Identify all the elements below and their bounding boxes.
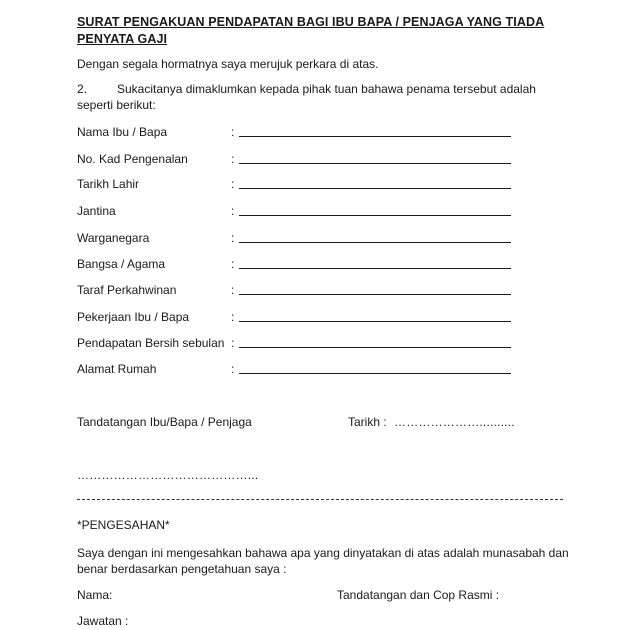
field-line-tarikh-lahir[interactable] (239, 188, 511, 189)
field-line-taraf-perkahwinan[interactable] (239, 294, 511, 295)
field-line-pendapatan[interactable] (239, 347, 511, 348)
field-line-jantina[interactable] (239, 215, 511, 216)
signature-field[interactable]: ……………………………………... (77, 468, 259, 482)
field-colon: : (231, 310, 235, 324)
field-line-ic[interactable] (239, 163, 511, 164)
paragraph-number: 2. (77, 82, 88, 96)
field-label-ic: No. Kad Pengenalan (77, 152, 188, 166)
intro-paragraph: Dengan segala hormatnya saya merujuk perkara di atas. (77, 57, 379, 71)
field-label-taraf-perkahwinan: Taraf Perkahwinan (77, 283, 177, 297)
field-colon: : (231, 283, 235, 297)
field-label-pekerjaan: Pekerjaan Ibu / Bapa (77, 310, 190, 324)
endorsement-text-line-2: benar berdasarkan pengetahuan saya : (77, 562, 287, 576)
field-label-alamat: Alamat Rumah (77, 362, 157, 376)
paragraph-text: Sukacitanya dimaklumkan kepada pihak tuan bahawa penama tersebut adalah (117, 82, 536, 96)
field-line-pekerjaan[interactable] (239, 321, 511, 322)
field-colon: : (231, 231, 235, 245)
field-colon: : (231, 204, 235, 218)
field-line-warganegara[interactable] (239, 242, 511, 243)
field-label-jantina: Jantina (77, 204, 116, 218)
date-label: Tarikh : (348, 415, 387, 429)
field-colon: : (231, 152, 235, 166)
document-title (77, 14, 544, 48)
endorsement-heading: *PENGESAHAN* (77, 518, 170, 532)
parent-signature-label: Tandatangan Ibu/Bapa / Penjaga (77, 415, 252, 429)
officer-position-label: Jawatan : (77, 614, 129, 628)
field-colon: : (231, 362, 235, 376)
date-field[interactable]: ………………….......... (394, 415, 515, 429)
field-colon: : (231, 177, 235, 191)
field-colon: : (231, 336, 235, 350)
field-label-tarikh-lahir: Tarikh Lahir (77, 177, 140, 191)
field-label-warganegara: Warganegara (77, 231, 150, 245)
field-line-nama[interactable] (239, 136, 511, 137)
field-line-alamat[interactable] (239, 373, 511, 374)
title-line-1: SURAT PENGAKUAN PENDAPATAN BAGI IBU BAPA / PENJAGA YANG TIADA (77, 15, 545, 29)
endorsement-text-line-1: Saya dengan ini mengesahkan bahawa apa yang dinyatakan di atas adalah munasabah dan (77, 546, 569, 560)
official-stamp-label: Tandatangan dan Cop Rasmi : (337, 588, 500, 602)
field-label-pendapatan: Pendapatan Bersih sebulan (77, 336, 225, 350)
field-line-bangsa-agama[interactable] (239, 268, 511, 269)
section-divider (77, 499, 563, 500)
paragraph-continuation: seperti berikut: (77, 98, 156, 112)
title-line-2: PENYATA GAJI (77, 32, 168, 46)
field-label-bangsa-agama: Bangsa / Agama (77, 257, 166, 271)
field-label-nama: Nama Ibu / Bapa (77, 125, 168, 139)
officer-name-label: Nama: (77, 588, 113, 602)
field-colon: : (231, 257, 235, 271)
field-colon: : (231, 125, 235, 139)
